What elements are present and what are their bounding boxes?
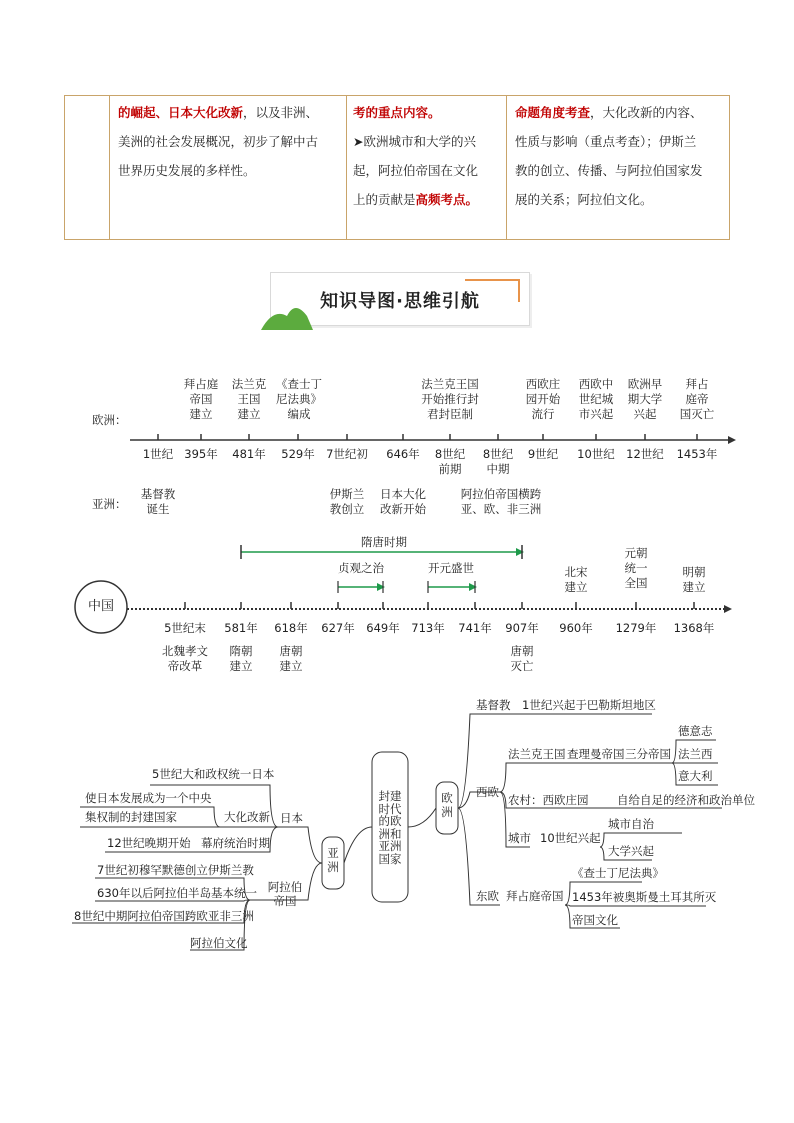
world-axis-arrow <box>728 436 736 444</box>
tick-label: 8世纪 中期 <box>482 447 514 476</box>
europe-event: 西欧庄 园开始 流行 <box>525 377 561 421</box>
tick-label: 481年 <box>232 447 266 461</box>
china-event: 唐朝 灭亡 <box>510 644 534 673</box>
asia-event: 日本大化 改新开始 <box>380 487 426 516</box>
mindmap-item: 拜占庭帝国 <box>506 889 564 903</box>
asia-event: 阿拉伯帝国横跨 亚、欧、非三洲 <box>460 487 542 516</box>
china-tick-label: 581年 <box>224 621 258 635</box>
table-col-3 <box>347 96 507 239</box>
mindmap-item: 12世纪晚期开始 <box>107 836 191 850</box>
center-label: 封建 时代 的欧 洲和 亚洲 国家 <box>378 789 402 866</box>
china-tick-label: 5世纪末 <box>164 621 206 635</box>
mindmap-item: 大学兴起 <box>608 844 654 858</box>
mindmap-item: 三分帝国 <box>625 747 671 761</box>
christian-node: 基督教 <box>476 698 511 712</box>
mindmap-item: 630年以后阿拉伯半岛基本统一 <box>97 886 257 900</box>
table-cell-objectives: 的崛起、日本大化改新，以及非洲、 美洲的社会发展概况，初步了解中古 世界历史发展的多样性。 <box>118 105 319 178</box>
china-tick-label: 627年 <box>321 621 355 635</box>
europe-event: 法兰克王国 开始推行封 君封臣制 <box>421 377 479 421</box>
arab-node: 阿拉伯 帝国 <box>267 880 303 908</box>
mindmap-item: 1453年被奥斯曼土耳其所灭 <box>572 890 717 904</box>
china-tick-label: 713年 <box>411 621 445 635</box>
suitang-label: 隋唐时期 <box>361 535 407 549</box>
china-tick-label: 907年 <box>505 621 539 635</box>
table-col-1 <box>65 96 110 239</box>
zhenguan-label: 贞观之治 <box>338 561 384 575</box>
table-col-4 <box>507 96 731 239</box>
europe-event: 拜占 庭帝 国灭亡 <box>679 377 715 421</box>
west-node: 西欧 <box>476 785 499 799</box>
china-tick-label: 741年 <box>458 621 492 635</box>
europe-node: 欧洲 <box>441 791 453 819</box>
tick-label: 529年 <box>281 447 315 461</box>
table-cell-key-points: 考的重点内容。 ➤欧洲城市和大学的兴 起，阿拉伯帝国在文化 上的贡献是高频考点。 <box>353 105 479 207</box>
europe-event: 法兰克 王国 建立 <box>231 377 267 421</box>
tick-label: 10世纪 <box>577 447 615 461</box>
asia-node: 亚洲 <box>327 846 339 874</box>
tick-label: 1453年 <box>676 447 718 461</box>
mindmap-item: 5世纪大和政权统一日本 <box>152 767 275 781</box>
banner-title: 知识导图·思维引航 <box>320 291 480 312</box>
mindmap-item: 法兰克王国 <box>508 747 566 761</box>
asia-event: 伊斯兰 教创立 <box>329 487 365 516</box>
tick-label: 395年 <box>184 447 218 461</box>
hill-icon <box>261 308 313 330</box>
japan-node: 日本 <box>280 811 303 825</box>
china-event: 北魏孝文 帝改革 <box>162 644 208 673</box>
china-event: 明朝 建立 <box>682 565 706 594</box>
mindmap-item: 查理曼帝国 <box>567 747 625 761</box>
table-cell-exam-angle: 命题角度考查，大化改新的内容、 性质与影响（重点考查）；伊斯兰 教的创立、传播、与阿拉伯国家发 展的关系；阿拉伯文化。 <box>515 105 703 207</box>
europe-label: 欧洲： <box>92 413 127 427</box>
tick-label: 1世纪 <box>142 447 174 461</box>
china-tick-label: 618年 <box>274 621 308 635</box>
mindmap-item: 自给自足的经济和政治单位 <box>617 793 755 807</box>
mindmap-item: 城市 <box>508 831 531 845</box>
china-tick-label: 1279年 <box>615 621 657 635</box>
mindmap-item: 帝国文化 <box>572 913 618 927</box>
mindmap-item: 1世纪兴起于巴勒斯坦地区 <box>522 698 656 712</box>
china-tick-label: 649年 <box>366 621 400 635</box>
mindmap-item: 集权制的封建国家 <box>85 810 177 824</box>
china-tick-label: 960年 <box>559 621 593 635</box>
mindmap-item: 使日本发展成为一个中央 <box>85 791 212 805</box>
tick-label: 9世纪 <box>527 447 559 461</box>
mindmap-item: 阿拉伯文化 <box>190 936 248 950</box>
corner-accent-icon <box>465 280 519 302</box>
mindmap-item: 德意志 <box>678 724 713 738</box>
china-event: 元朝 统一 全国 <box>624 546 648 590</box>
tick-label: 8世纪 前期 <box>434 447 466 476</box>
china-event: 北宋 建立 <box>564 565 588 594</box>
tick-label: 12世纪 <box>626 447 664 461</box>
east-node: 东欧 <box>476 889 499 903</box>
mindmap-item: 8世纪中期阿拉伯帝国跨欧亚非三洲 <box>74 909 254 923</box>
curriculum-table <box>64 95 730 240</box>
mindmap-item: 幕府统治时期 <box>201 836 270 850</box>
europe-event: 西欧中 世纪城 市兴起 <box>578 377 614 421</box>
asia-event: 基督教 诞生 <box>140 487 176 516</box>
mindmap-item: 农村：西欧庄园 <box>508 793 589 807</box>
table-col-2 <box>110 96 347 239</box>
china-tick-label: 1368年 <box>673 621 715 635</box>
mindmap-item: 大化改新 <box>224 810 270 824</box>
tick-label: 646年 <box>386 447 420 461</box>
china-label: 中国 <box>87 599 114 614</box>
china-event: 隋朝 建立 <box>229 644 253 673</box>
mindmap-item: 城市自治 <box>608 817 654 831</box>
mindmap-item: 《查士丁尼法典》 <box>572 866 664 880</box>
europe-event: 《查士丁 尼法典》 编成 <box>276 377 322 421</box>
asia-label: 亚洲： <box>92 497 127 511</box>
mindmap-item: 意大利 <box>678 769 713 783</box>
europe-event: 拜占庭 帝国 建立 <box>183 377 219 421</box>
europe-event: 欧洲早 期大学 兴起 <box>627 377 663 421</box>
mindmap-item: 10世纪兴起 <box>540 831 601 845</box>
kaiyuan-label: 开元盛世 <box>428 561 474 575</box>
tick-label: 7世纪初 <box>326 447 368 461</box>
mindmap-item: 法兰西 <box>678 747 713 761</box>
banner-decoration <box>255 270 535 335</box>
china-event: 唐朝 建立 <box>279 644 303 673</box>
mindmap-item: 7世纪初穆罕默德创立伊斯兰教 <box>97 863 254 877</box>
